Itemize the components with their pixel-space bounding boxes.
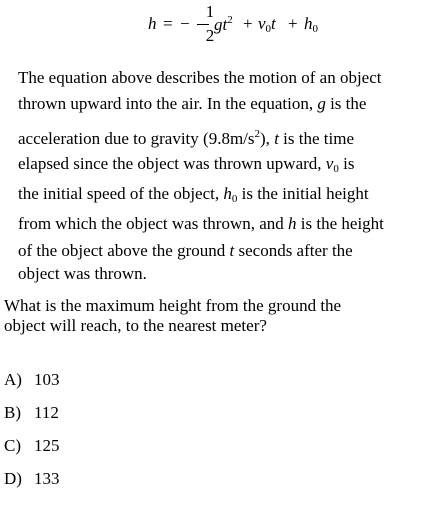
eq-v-sub: 0 (265, 23, 272, 35)
eq-h0-sub: 0 (312, 23, 318, 35)
choice-letter: C) (4, 436, 21, 455)
var-t-2: t (229, 241, 235, 260)
eq-frac-denominator: 2 (205, 26, 215, 45)
passage-line-2: thrown upward into the air. In the equation, g is the (18, 94, 367, 113)
var-h0: $h_0$ (223, 184, 238, 205)
eq-v: v (258, 14, 266, 33)
eq-h0: h (304, 14, 313, 33)
var-v0: $v_0$ (325, 154, 339, 175)
answer-choices (4, 370, 60, 502)
var-g: g (317, 94, 326, 113)
choice-d[interactable] (4, 469, 60, 502)
choice-c[interactable] (4, 436, 60, 469)
passage-line-4: elapsed since the object was thrown upward, $v_0$ is (18, 154, 355, 175)
passage (18, 66, 430, 285)
passage-line-8: object was thrown. (18, 264, 147, 283)
eq-exponent: 2 (227, 14, 233, 26)
question-line-2: object will reach, to the nearest meter? (4, 316, 267, 335)
eq-frac-numerator: 1 (205, 2, 215, 21)
question-line-1: What is the maximum height from the ground the (4, 296, 342, 315)
choice-a[interactable] (4, 370, 60, 403)
eq-gt: gt (214, 15, 228, 34)
choice-letter: B) (4, 403, 21, 422)
question-text (4, 296, 424, 336)
eq-frac-bar (197, 24, 209, 25)
eq-t: t (271, 14, 276, 33)
choice-value: 103 (34, 370, 60, 389)
eq-h: h (148, 14, 157, 33)
choice-letter: D) (4, 469, 22, 488)
eq-plus-1: + (243, 14, 253, 33)
choice-value: 125 (34, 436, 60, 455)
eq-equals: = (163, 14, 173, 33)
passage-line-5: the initial speed of the object, $h_0$ is the initial height (18, 184, 369, 205)
var-t: t (274, 129, 279, 148)
eq-minus: − (180, 14, 190, 33)
passage-line-1: The equation above describes the motion of an object (18, 68, 382, 87)
choice-letter: A) (4, 370, 22, 389)
eq-plus-2: + (288, 14, 298, 33)
passage-line-7: of the object above the ground t seconds after the (18, 241, 353, 260)
choice-b[interactable] (4, 403, 60, 436)
var-h: h (288, 214, 297, 233)
passage-line-6: from which the object was thrown, and h is the height (18, 214, 384, 233)
passage-line-3: acceleration due to gravity $(9.8m/s^2)$, t is the time (18, 128, 354, 148)
choice-value: 112 (34, 403, 59, 422)
gravity-value: $(9.8m/s^2)$, (203, 128, 270, 148)
choice-value: 133 (34, 469, 60, 488)
